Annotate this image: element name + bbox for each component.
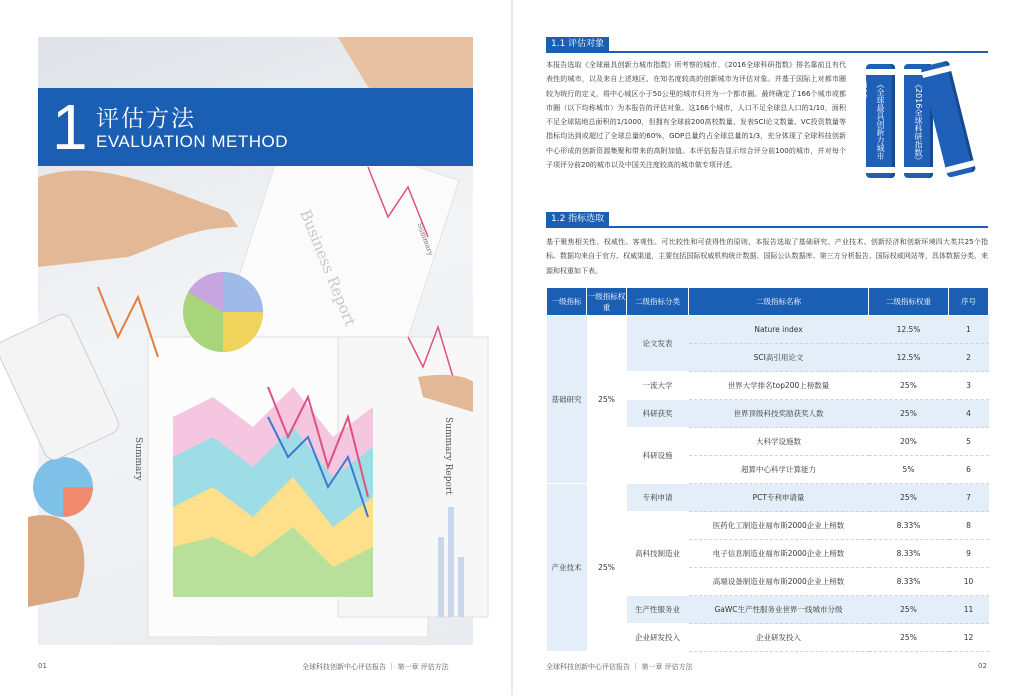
indicator-number: 11 <box>949 596 989 624</box>
group-name: 产业技术 <box>547 484 587 652</box>
indicator-weight: 8.33% <box>869 540 949 568</box>
indicator-name: Nature index <box>689 316 869 344</box>
right-page-number: 02 <box>978 662 987 670</box>
indicator-weight: 25% <box>869 400 949 428</box>
photo-label-summary-report: Summary Report <box>443 417 453 495</box>
indicator-number: 12 <box>949 624 989 652</box>
indicator-weight: 25% <box>869 596 949 624</box>
category-name: 论文发表 <box>627 316 689 372</box>
indicator-number: 1 <box>949 316 989 344</box>
category-name: 高科技制造业 <box>627 512 689 596</box>
table-header-row <box>547 288 989 316</box>
table-row <box>547 484 989 512</box>
right-footer-text: 全球科技创新中心评估报告 ｜ 第一章 评估方法 <box>546 663 693 671</box>
indicator-name: 世界大学排名top200上榜数量 <box>689 372 869 400</box>
indicator-name: 高端设备制造业福布斯2000企业上榜数 <box>689 568 869 596</box>
indicator-number: 9 <box>949 540 989 568</box>
indicator-name: 电子信息制造业福布斯2000企业上榜数 <box>689 540 869 568</box>
column-header: 一级指标 <box>547 288 587 316</box>
indicator-weight: 20% <box>869 428 949 456</box>
category-name: 专利申请 <box>627 484 689 512</box>
section-tag-1: 1.1 评估对象 <box>546 37 609 51</box>
table-row <box>547 316 989 344</box>
photo-label-summary-small: Summary <box>415 222 435 257</box>
left-page-number: 01 <box>38 662 47 670</box>
photo-label-business-report: Business Report <box>296 207 360 329</box>
chapter-title-cn: 评估方法 <box>96 106 196 132</box>
indicator-number: 2 <box>949 344 989 372</box>
group-name: 基础研究 <box>547 316 587 484</box>
book-spine-label: 《2016全球科研指数》 <box>914 80 923 165</box>
category-name: 科研设施 <box>627 428 689 484</box>
column-header: 序号 <box>949 288 989 316</box>
indicator-number: 4 <box>949 400 989 428</box>
indicator-weight: 8.33% <box>869 512 949 540</box>
indicator-number: 10 <box>949 568 989 596</box>
category-name: 一流大学 <box>627 372 689 400</box>
books-illustration <box>858 58 988 186</box>
section-heading-2 <box>546 212 988 228</box>
indicator-weight: 8.33% <box>869 568 949 596</box>
category-name: 企业研发投入 <box>627 624 689 652</box>
chapter-number: 1 <box>52 91 88 163</box>
column-header: 一级指标权重 <box>587 288 627 316</box>
indicator-weight: 5% <box>869 456 949 484</box>
indicator-name: 企业研发投入 <box>689 624 869 652</box>
left-page <box>0 0 511 695</box>
indicator-number: 7 <box>949 484 989 512</box>
group-weight: 25% <box>587 484 627 652</box>
indicator-weight: 25% <box>869 624 949 652</box>
pie-chart-small-icon <box>33 457 93 517</box>
indicator-name: GaWC生产性服务业世界一线城市分级 <box>689 596 869 624</box>
column-header: 二级指标名称 <box>689 288 869 316</box>
smartphone-icon <box>0 311 122 463</box>
left-footer-text: 全球科技创新中心评估报告 ｜ 第一章 评估方法 <box>302 663 449 671</box>
indicator-name: PCT专利申请量 <box>689 484 869 512</box>
indicator-name: 大科学设施数 <box>689 428 869 456</box>
indicator-table <box>546 287 989 652</box>
category-name: 科研获奖 <box>627 400 689 428</box>
book-icon <box>859 64 895 178</box>
right-page <box>513 0 1024 695</box>
indicator-number: 3 <box>949 372 989 400</box>
section-tag-2: 1.2 指标选取 <box>546 212 609 226</box>
category-name: 生产性服务业 <box>627 596 689 624</box>
column-header: 二级指标权重 <box>869 288 949 316</box>
photo-label-summary: Summary <box>133 437 143 481</box>
indicator-weight: 12.5% <box>869 316 949 344</box>
hand-left <box>38 170 238 267</box>
group-weight: 25% <box>587 316 627 484</box>
pie-chart-icon <box>183 272 263 352</box>
indicator-number: 5 <box>949 428 989 456</box>
indicator-name: 超算中心科学计算能力 <box>689 456 869 484</box>
section-text-2: 基于聚焦相关性、权威性、客观性、可比较性和可获得性的原则，本报告选取了基础研究、产业技术、创新经济和创新环境四大类共25个指标。数据均来自于官方、权威渠道，主要包括国际权威机构统计数据、国际公认数据库、第三方分析报告、国际权威网站等，具体数据分类、来源和权重如下表。 <box>546 238 988 275</box>
indicator-name: 医药化工制造业福布斯2000企业上榜数 <box>689 512 869 540</box>
chapter-title-en: EVALUATION METHOD <box>96 132 289 151</box>
indicator-number: 8 <box>949 512 989 540</box>
column-header: 二级指标分类 <box>627 288 689 316</box>
indicator-weight: 12.5% <box>869 344 949 372</box>
book-spine-label: 《全球最具创新力城市指数》 <box>859 80 885 160</box>
section-heading-1 <box>546 37 988 53</box>
indicator-name: SCI高引用论文 <box>689 344 869 372</box>
indicator-number: 6 <box>949 456 989 484</box>
indicator-name: 世界顶级科技奖励获奖人数 <box>689 400 869 428</box>
section-text-1: 本报告选取《全球最具创新力城市指数》所考察的城市、《2016全球科研指数》排名靠前且有代表性的城市，以及来自上述地区、在知名度较高的创新城市为评估对象。并基于国际上对都市圈较为统行的定义，将中心城区小于50公里的城市归并为一个都市圈。最终确定了166个城市或都市圈（以下均称城市）为本报告的评估对象。这166个城市，人口不足全球总人口的1/10，面积不足全球陆地总面积的1/1000，但拥有全球前200高校数量、发表SCI论文数量、VC投资数量等指标均达到或超过了全球总量的60%，GDP总量约占全球总量的1/3，充分体现了全球科技创新中心形成的创新资源集聚和带来的高附加值。本评估报告显示综合评分前100的城市，并对每个子项评分前20的城市以及中国关注度较高的城市做专项评述。 <box>546 61 846 170</box>
indicator-weight: 25% <box>869 372 949 400</box>
chapter-title-band <box>38 88 473 166</box>
indicator-weight: 25% <box>869 484 949 512</box>
